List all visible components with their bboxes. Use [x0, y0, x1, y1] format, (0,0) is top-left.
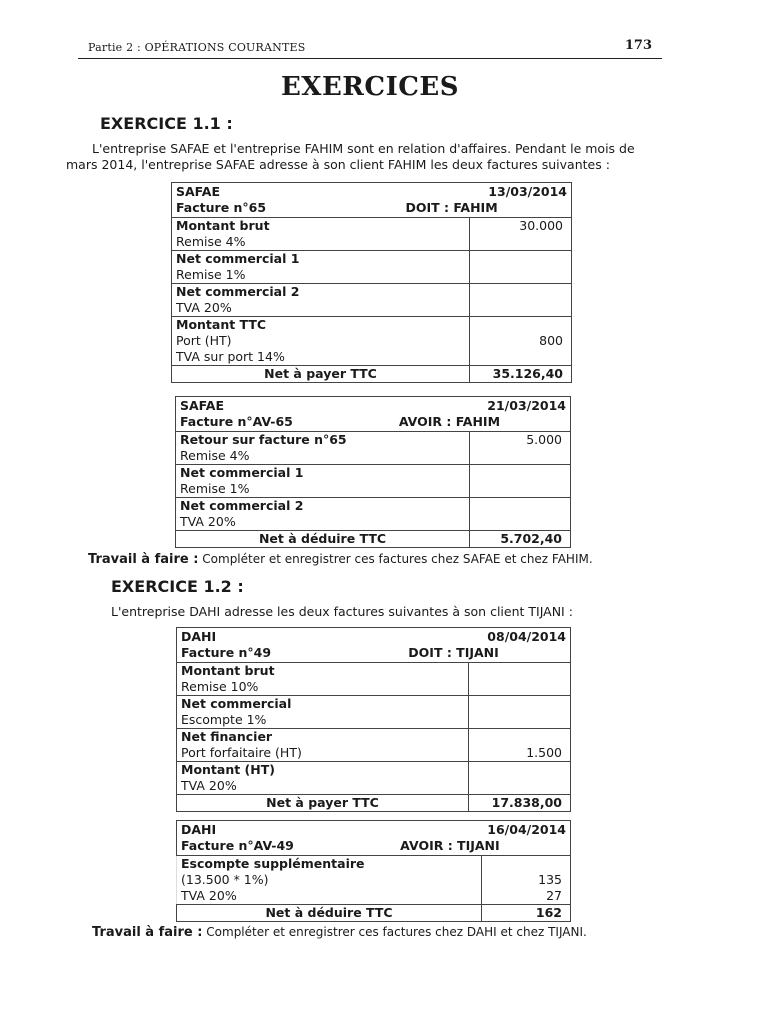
invoice-header-row [177, 821, 571, 856]
row-label: Net commercial 2 [180, 498, 304, 513]
invoice-row [177, 663, 571, 696]
invoice-total-row [177, 795, 571, 812]
row-sub: Remise 4% [176, 234, 246, 249]
invoice-row [176, 498, 571, 531]
row-label: Net commercial 2 [176, 284, 300, 299]
invoice-row [172, 251, 572, 284]
invoice-row [176, 465, 571, 498]
invoice-dahi-49 [176, 627, 571, 812]
invoice-header-row [172, 183, 572, 218]
row-value [470, 251, 572, 284]
row-label: Montant (HT) [181, 762, 275, 777]
invoice-row [172, 317, 572, 366]
exercise-1-2-intro: L'entreprise DAHI adresse les deux factures suivantes à son client TIJANI : [111, 604, 573, 619]
invoice-party: DOIT : FAHIM [405, 200, 498, 215]
total-value: 162 [482, 905, 571, 922]
total-value: 17.838,00 [469, 795, 571, 812]
row-value [469, 762, 571, 795]
row-sub: (13.500 * 1%) [181, 872, 269, 887]
invoice-date: 16/04/2014 [487, 822, 566, 837]
invoice-row [177, 762, 571, 795]
row-value [469, 663, 571, 696]
task-text: Compléter et enregistrer ces factures chez DAHI et chez TIJANI. [206, 925, 587, 939]
row-value [470, 284, 572, 317]
row-sub: Port (HT) [176, 333, 232, 348]
row-label: Montant brut [176, 218, 270, 233]
company-name: DAHI [181, 629, 217, 644]
exercise-1-1-intro [66, 141, 666, 173]
invoice-number: Facture n°65 [176, 200, 267, 215]
row-sub: Escompte 1% [181, 712, 267, 727]
row-value [470, 498, 571, 531]
row-sub: Remise 1% [180, 481, 250, 496]
row-label: Retour sur facture n°65 [180, 432, 347, 447]
company-name: SAFAE [180, 398, 224, 413]
invoice-party: DOIT : TIJANI [408, 645, 499, 660]
row-sub: Remise 10% [181, 679, 259, 694]
invoice-row [176, 432, 571, 465]
row-sub: Remise 4% [180, 448, 250, 463]
row-label: Escompte supplémentaire [181, 856, 365, 871]
invoice-number: Facture n°AV-65 [180, 414, 293, 429]
total-label: Net à payer TTC [177, 795, 469, 812]
row-sub: TVA 20% [181, 888, 237, 903]
invoice-total-row [177, 905, 571, 922]
invoice-row [177, 856, 571, 905]
invoice-number: Facture n°AV-49 [181, 838, 294, 853]
total-value: 35.126,40 [470, 366, 572, 383]
invoice-row [177, 696, 571, 729]
row-value: 27 [546, 888, 562, 903]
row-sub: TVA 20% [180, 514, 236, 529]
invoice-date: 21/03/2014 [487, 398, 566, 413]
row-sub: TVA sur port 14% [176, 349, 285, 364]
row-value: 800 [470, 317, 572, 366]
total-label: Net à déduire TTC [177, 905, 482, 922]
row-value: 135 [538, 872, 562, 887]
row-value: 5.000 [470, 432, 571, 465]
exercise-1-1-task [88, 552, 593, 567]
total-label: Net à déduire TTC [176, 531, 470, 548]
row-value: 1.500 [469, 729, 571, 762]
running-head: Partie 2 : OPÉRATIONS COURANTES [88, 41, 306, 54]
row-label: Net commercial 1 [180, 465, 304, 480]
invoice-row [177, 729, 571, 762]
row-sub: TVA 20% [176, 300, 232, 315]
invoice-party: AVOIR : FAHIM [398, 414, 501, 429]
total-label: Net à payer TTC [172, 366, 470, 383]
company-name: DAHI [181, 822, 217, 837]
credit-note-dahi-av49 [176, 820, 571, 922]
invoice-safae-65 [171, 182, 572, 383]
total-value: 5.702,40 [470, 531, 571, 548]
invoice-date: 08/04/2014 [487, 629, 567, 644]
company-name: SAFAE [176, 184, 220, 199]
page-header [78, 38, 662, 59]
task-text: Compléter et enregistrer ces factures chez SAFAE et chez FAHIM. [202, 552, 593, 566]
invoice-total-row [176, 531, 571, 548]
exercise-1-2-heading: EXERCICE 1.2 : [111, 577, 244, 596]
row-value [470, 465, 571, 498]
credit-note-safae-av65 [175, 396, 571, 548]
invoice-date: 13/03/2014 [488, 184, 568, 199]
row-sub: Remise 1% [176, 267, 246, 282]
intro-line: mars 2014, l'entreprise SAFAE adresse à son client FAHIM les deux factures suivantes : [66, 157, 610, 172]
row-label: Montant brut [181, 663, 275, 678]
row-label: Net commercial [181, 696, 292, 711]
invoice-total-row [172, 366, 572, 383]
row-label: Net commercial 1 [176, 251, 300, 266]
invoice-header-row [177, 628, 571, 663]
task-label: Travail à faire : [92, 925, 203, 940]
row-sub: TVA 20% [181, 778, 237, 793]
task-label: Travail à faire : [88, 552, 199, 567]
invoice-row [172, 218, 572, 251]
exercise-1-1-heading: EXERCICE 1.1 : [100, 114, 233, 133]
exercise-1-2-task [92, 925, 587, 940]
row-sub: Port forfaitaire (HT) [181, 745, 302, 760]
invoice-row [172, 284, 572, 317]
page-number: 173 [624, 38, 652, 53]
row-value [469, 696, 571, 729]
invoice-header-row [176, 397, 571, 432]
invoice-party: AVOIR : TIJANI [400, 838, 500, 853]
row-value: 30.000 [470, 218, 572, 251]
page-title: EXERCICES [280, 72, 460, 102]
intro-line: L'entreprise SAFAE et l'entreprise FAHIM sont en relation d'affaires. Pendant le mois de [92, 141, 635, 156]
row-label: Net financier [181, 729, 273, 744]
invoice-number: Facture n°49 [181, 645, 272, 660]
row-label: Montant TTC [176, 317, 267, 332]
